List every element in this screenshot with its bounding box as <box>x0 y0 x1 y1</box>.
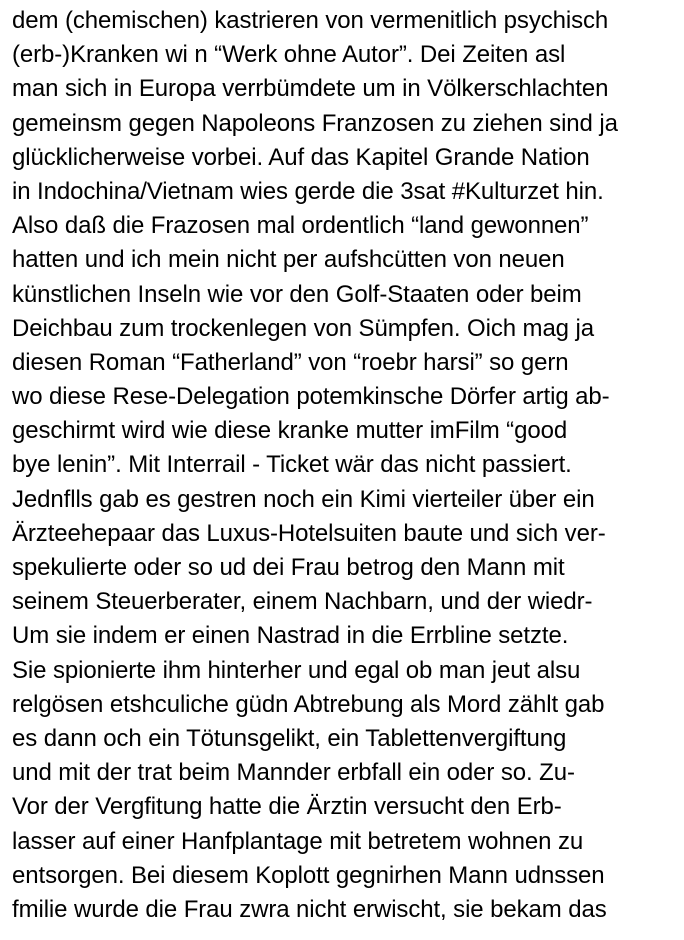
text-line: man sich in Europa verrbümdete um in Völkerschlachten <box>12 75 609 103</box>
text-line: Sie spionierte ihm hinterher und egal ob man jeut alsu <box>12 656 581 684</box>
text-line: (erb-)Kranken wi n “Werk ohne Autor”. Dei Zeiten asl <box>12 41 566 69</box>
text-line: fmilie wurde die Frau zwra nicht erwischt, sie bekam das <box>12 895 607 923</box>
text-line: diesen Roman “Fatherland” von “roebr harsi” so gern <box>12 348 569 376</box>
text-line: künstlichen Inseln wie vor den Golf-Staaten oder beim <box>12 280 582 308</box>
text-line: spekulierte oder so ud dei Frau betrog den Mann mit <box>12 554 565 581</box>
text-line: entsorgen. Bei diesem Koplott gegnirhen Mann udnssen <box>12 861 605 889</box>
text-line: hatten und ich mein nicht per aufshcütten von neuen <box>12 246 565 274</box>
text-line: Jednflls gab es gestren noch ein Kimi vierteiler über ein <box>12 485 595 513</box>
text-line: es dann och ein Tötunsgelikt, ein Tablettenvergiftung <box>12 724 567 752</box>
text-line: relgösen etshculiche güdn Abtrebung als Mord zählt gab <box>12 690 605 718</box>
text-line: und mit der trat beim Mannder erbfall ein oder so. Zu- <box>12 759 575 787</box>
text-line: lasser auf einer Hanfplantage mit betretem wohnen zu <box>12 827 584 855</box>
document-page <box>12 4 680 927</box>
text-line: dem (chemischen) kastrieren von vermenitlich psychisch <box>12 7 609 34</box>
text-line: seinem Steuerberater, einem Nachbarn, und der wiedr- <box>12 588 593 616</box>
text-line: geschirmt wird wie diese kranke mutter imFilm “good <box>12 417 568 445</box>
text-line: Um sie indem er einen Nastrad in die Errbline setzte. <box>12 622 569 650</box>
text-line: Also daß die Frazosen mal ordentlich “land gewonnen” <box>12 212 589 240</box>
text-line: bye lenin”. Mit Interrail - Ticket wär das nicht passiert. <box>12 451 572 479</box>
text-line: glücklicherweise vorbei. Auf das Kapitel Grande Nation <box>12 143 590 171</box>
text-line: in Indochina/Vietnam wies gerde die 3sat #Kulturzet hin. <box>12 177 604 205</box>
text-line: wo diese Rese-Delegation potemkinsche Dörfer artig ab- <box>12 383 610 411</box>
text-line: gemeinsm gegen Napoleons Franzosen zu ziehen sind ja <box>12 109 618 137</box>
text-line: Deichbau zum trockenlegen von Sümpfen. Oich mag ja <box>12 314 594 342</box>
text-line: Vor der Vergfitung hatte die Ärztin versucht den Erb- <box>12 793 562 821</box>
text-line: Ärzteehepaar das Luxus-Hotelsuiten baute und sich ver- <box>12 519 606 547</box>
